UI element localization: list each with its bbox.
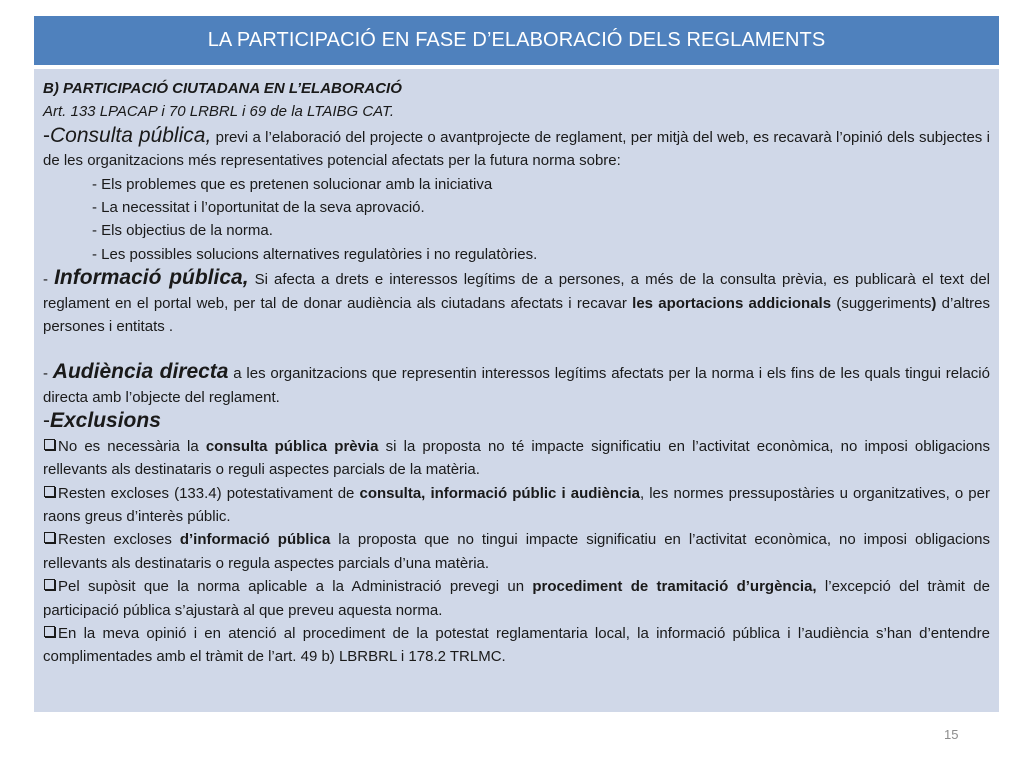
exclusion-item: No es necessària la consulta pública prèvia si la proposta no té impacte significatiu en l’activitat econòmica, no imposi obligacions rellevants als destinataris o reguli aspectes parcials de la matèria. [43, 437, 990, 479]
section-heading: B) PARTICIPACIÓ CIUTADANA EN L’ELABORACIÓ [43, 80, 402, 97]
informacio-paragraph: - Informació pública, Si afecta a drets e interessos legítims de a persones, a més de la consulta prèvia, es publicarà el text del reglament en el portal web, per tal de donar audiència als ciutadans afectats i recavar les aportacions addicionals (suggeriments) d’altres persones i entitats . [43, 266, 990, 336]
page-number: 15 [944, 727, 959, 742]
slide-title: LA PARTICIPACIÓ EN FASE D’ELABORACIÓ DELS REGLAMENTS [207, 29, 826, 51]
checkbox-bullet-icon [44, 486, 55, 497]
exclusion-item: Resten excloses d’informació pública la proposta que no tingui impacte significatiu en l’activitat econòmica, no imposi obligacions rellevants als destinataris o regula aspectes parcials d’una matèria. [43, 531, 991, 572]
checkbox-bullet-icon [44, 532, 55, 543]
section-reference: Art. 133 LPACAP i 70 LRBRL i 69 de la LTAIBG CAT. [43, 103, 395, 121]
checkbox-bullet-icon [44, 439, 55, 450]
list-item: - Els objectius de la norma. [92, 222, 273, 240]
list-item: - Les possibles solucions alternatives regulatòries i no regulatòries. [92, 245, 538, 263]
audiencia-term: Audiència directa [52, 360, 229, 384]
checkbox-bullet-icon [44, 626, 55, 637]
consulta-paragraph: -Consulta pública, previ a l’elaboració del projecte o avantprojecte de reglament, per mitjà del web, es recavarà l’opinió dels subjectes i de les organitzacions més representatives potencial afectats per la futura norma sobre: [43, 123, 990, 170]
informacio-term: Informació pública, [54, 266, 249, 290]
consulta-topics-list [43, 173, 990, 267]
consulta-term: Consulta pública [50, 123, 206, 147]
content-panel [34, 69, 999, 712]
exclusions-heading: -Exclusions [43, 409, 161, 433]
exclusion-item: Pel supòsit que la norma aplicable a la Administració prevegi un procediment de tramitació d’urgència, l’excepció del tràmit de participació pública s’ajustarà al que preveu aquesta norma. [43, 578, 990, 619]
slide-title-bar [34, 16, 999, 65]
checkbox-bullet-icon [44, 579, 55, 590]
audiencia-paragraph: - Audiència directa a les organitzacions que representin interessos legítims afectats per la norma i els fins de les quals tingui relació directa amb l’objecte del reglament. [43, 360, 990, 406]
list-item: - La necessitat i l’oportunitat de la seva aprovació. [92, 199, 425, 217]
spacer [43, 338, 990, 360]
exclusion-item: Resten excloses (133.4) potestativament de consulta, informació públic i audiència, les normes pressupostàries u organitzatives, o per raons greus d’interès públic. [43, 484, 990, 525]
exclusion-item: En la meva opinió i en atenció al procediment de la potestat reglamentaria local, la informació pública i l’audiència s’han d’entendre complimentades amb el tràmit de l’art. 49 b) LBRBRL i 178.2 TRLMC. [43, 624, 990, 666]
list-item: - Els problemes que es pretenen solucionar amb la iniciativa [92, 175, 493, 193]
